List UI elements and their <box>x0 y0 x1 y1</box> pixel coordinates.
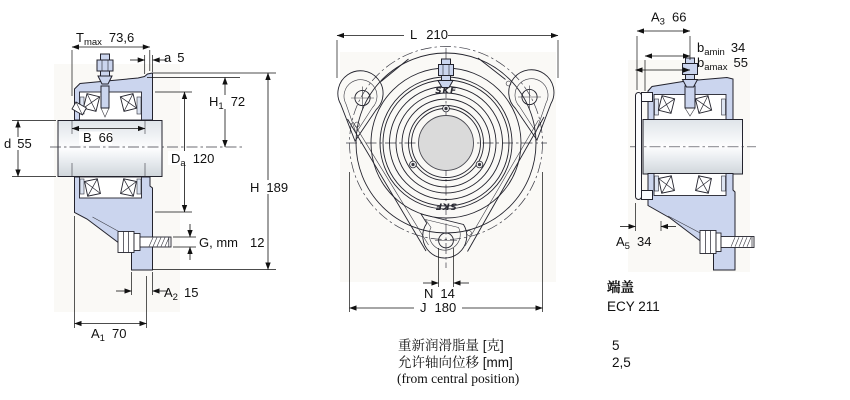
roller <box>696 176 712 193</box>
grease-passage <box>101 86 109 108</box>
axial-displacement-note: (from central position) <box>397 371 520 386</box>
seal <box>655 99 659 115</box>
dim-label-a: a 5 <box>164 50 185 65</box>
seal-left-bottom <box>80 179 84 194</box>
dim-label-tmax: $T_{max}$ 73,6 <box>76 30 135 48</box>
dim-g <box>173 224 264 260</box>
dim-label-j: J 180 <box>420 300 457 315</box>
regrease-amount-label: 重新润滑脂量 [克] <box>398 338 504 353</box>
dim-label-da: $D_a$ 120 <box>171 151 215 169</box>
dim-d <box>4 121 56 177</box>
dim-label-d: d 55 <box>4 136 32 151</box>
dim-label-a1: $A_1$ 70 <box>91 326 127 344</box>
seal <box>722 176 726 191</box>
dim-label-n: N 14 <box>424 286 455 301</box>
grease-nipple <box>97 54 113 84</box>
dim-label-l: L 210 <box>410 27 448 42</box>
dim-label-a5: $A_5$ 34 <box>616 234 652 252</box>
end-cover-heading: 端盖 <box>607 280 634 295</box>
dim-label-b: B 66 <box>83 130 114 145</box>
grease-passage-right <box>685 86 695 108</box>
dim-label-g: G, mm 12 <box>199 235 265 250</box>
skf-logo: SKF <box>435 86 457 97</box>
seal <box>655 176 659 191</box>
skf-logo-mirrored: SKF <box>435 200 457 211</box>
dim-label-a3: $A_3$ 66 <box>651 9 687 28</box>
dim-label-bamin: $b_{amin}$ 34 <box>697 40 746 58</box>
seal <box>722 99 726 115</box>
dim-label-h: H 189 <box>250 180 289 195</box>
shaft-bore <box>419 116 474 171</box>
dim-label-a2: $A_2$ 15 <box>164 285 199 303</box>
axial-displacement-label: 允许轴向位移 [mm] <box>398 355 513 370</box>
roller-bottom-right <box>121 179 137 196</box>
seal-right <box>137 97 141 114</box>
dim-label-h1: $H_1$ 72 <box>209 94 246 112</box>
roller <box>659 176 675 193</box>
roller-bottom-left <box>85 179 101 196</box>
seal-right-bottom <box>137 179 141 194</box>
dim-label-bamax: $b_{amax}$ 55 <box>697 55 748 73</box>
regrease-amount-value: 5 <box>612 338 620 353</box>
end-cover-designation: ECY 211 <box>607 299 660 314</box>
axial-displacement-value: 2,5 <box>612 355 631 370</box>
